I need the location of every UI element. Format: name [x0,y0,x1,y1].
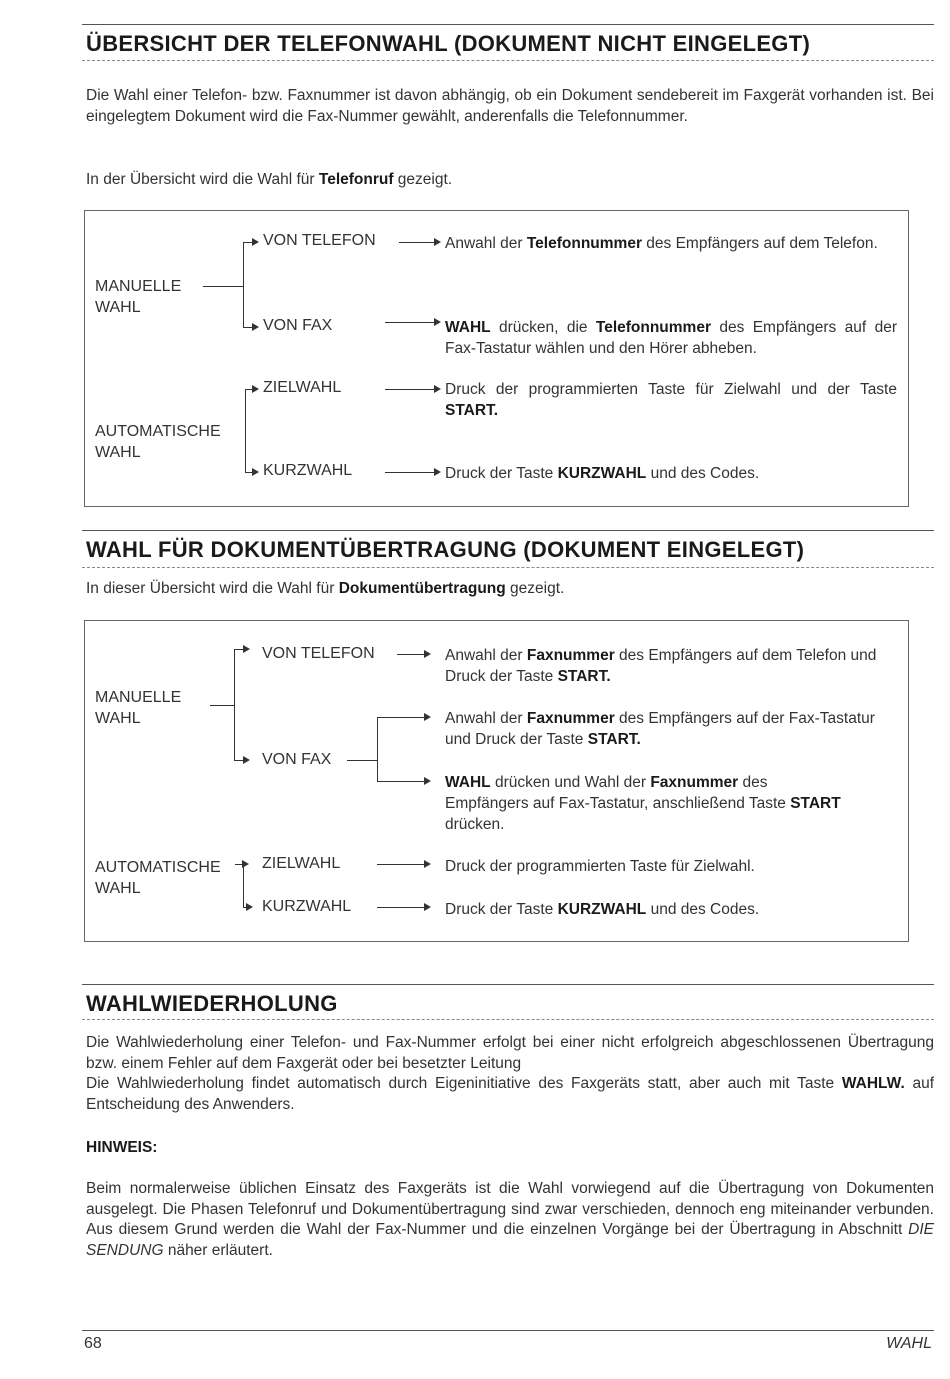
section2-diagram-box [84,620,909,942]
section1-diagram-box [84,210,909,507]
page-number: 68 [84,1335,102,1352]
s2-arrow-zielwahl [235,864,247,865]
section1-summary: In der Übersicht wird die Wahl für Telefonruf gezeigt. [86,171,453,188]
s2-von-fax: VON FAX [262,751,332,768]
s2-zielwahl: ZIELWAHL [262,855,341,872]
s2-desc-arrow-3 [377,781,429,782]
section1-heading-underline [82,60,934,61]
s1-zielwahl: ZIELWAHL [263,379,342,396]
s2-kurzwahl: KURZWAHL [262,898,352,915]
chapter-name: WAHL [886,1335,932,1352]
s2-desc-1: Anwahl der Faxnummer des Empfängers auf dem Telefon und Druck der Taste START. [445,647,877,685]
s1-desc-4: Druck der Taste KURZWAHL und des Codes. [445,465,760,482]
s2-manual-label: MANUELLE WAHL [95,689,182,727]
s2-arrow-von-telefon [234,649,248,650]
s1-desc-arrow-1 [399,242,439,243]
s2-desc-2: Anwahl der Faxnummer des Empfängers auf der Fax-Tastatur und Druck der Taste START. [445,710,875,748]
section2-summary: In dieser Übersicht wird die Wahl für Dokumentübertragung gezeigt. [86,580,565,597]
section1-heading: ÜBERSICHT DER TELEFONWAHL (DOKUMENT NICHT EINGELEGT) [86,31,811,56]
s1-manual-bracket [243,242,244,328]
s2-von-telefon: VON TELEFON [262,645,375,662]
s1-desc-arrow-4 [385,472,439,473]
section2-heading: WAHL FÜR DOKUMENTÜBERTRAGUNG (DOKUMENT EINGELEGT) [86,537,805,562]
s2-desc-arrow-2 [377,717,429,718]
s2-fax-bracket [377,717,378,781]
s1-desc-2: WAHL drücken, die Telefonnummer des Empfängers auf der Fax-Tastatur wählen und den Hörer abheben. [445,319,897,357]
section3-heading-underline [82,1019,934,1020]
section3-top-rule [82,984,934,985]
s2-auto-label: AUTOMATISCHE WAHL [95,859,221,897]
s1-arrow-von-telefon [243,242,257,243]
section2-heading-underline [82,567,934,568]
s1-arrow-von-fax [243,327,257,328]
s1-arrow-kurzwahl [245,472,257,473]
s1-auto-bracket [245,389,246,472]
s1-desc-arrow-2 [385,322,439,323]
s1-manual-label: MANUELLE WAHL [95,278,182,316]
s2-manual-connector [210,705,234,706]
s1-kurzwahl: KURZWAHL [263,462,353,479]
s2-desc-5: Druck der Taste KURZWAHL und des Codes. [445,901,760,918]
s1-von-telefon: VON TELEFON [263,232,376,249]
s2-arrow-von-fax [234,760,248,761]
s2-fax-connector [347,760,377,761]
s2-desc-arrow-5 [377,907,429,908]
s1-von-fax: VON FAX [263,317,333,334]
section3-paragraph-2: Die Wahlwiederholung findet automatisch durch Eigeninitiative des Faxgeräts statt, aber auch mit Taste WAHLW. auf Entscheidung des Anwenders. [86,1075,935,1113]
s1-desc-arrow-3 [385,389,439,390]
s2-desc-4: Druck der programmierten Taste für Zielwahl. [445,858,755,875]
section3-paragraph-1: Die Wahlwiederholung einer Telefon- und Fax-Nummer erfolgt bei einer nicht erfolgreich abgeschlossenen Übertragung bzw. einem Fehler auf dem Faxgerät oder bei besetzter Leitung [86,1034,934,1072]
s2-arrow-kurzwahl [243,907,251,908]
top-rule [82,24,934,25]
s1-manual-connector [203,286,243,287]
note-title: HINWEIS: [86,1139,158,1156]
s2-desc-3: WAHL drücken und Wahl der Faxnummer des Empfängers auf Fax-Tastatur, anschließend Taste START drücken. [445,774,841,833]
footer-rule [82,1330,934,1331]
s2-desc-arrow-4 [377,864,429,865]
s2-desc-arrow-1 [397,654,429,655]
s1-auto-label: AUTOMATISCHE WAHL [95,423,221,461]
section3-heading: WAHLWIEDERHOLUNG [86,991,338,1016]
note-text: Beim normalerweise üblichen Einsatz des Faxgeräts ist die Wahl vorwiegend auf die Übertragung von Dokumenten ausgelegt. Die Phasen Telefonruf und Dokumentübertragung sind zwar verschieden, dennoch eng miteinander verbunden. Aus diesem Grund werden die Wahl der Fax-Nummer und die einzelnen Vorgänge bei der Übertragung in Abschnitt DIE SENDUNG näher erläutert. [86,1180,934,1259]
s1-arrow-zielwahl [245,389,257,390]
section2-top-rule [82,530,934,531]
s2-auto-bracket [243,864,244,908]
s2-manual-bracket [234,649,235,761]
s1-desc-3: Druck der programmierten Taste für Zielwahl und der Taste START. [445,381,897,419]
section1-intro: Die Wahl einer Telefon- bzw. Faxnummer ist davon abhängig, ob ein Dokument sendebereit im Faxgerät vorhanden ist. Bei eingelegtem Dokument wird die Fax-Nummer gewählt, anderenfalls die Telefonnummer. [86,87,934,125]
s1-desc-1: Anwahl der Telefonnummer des Empfängers auf dem Telefon. [445,235,878,252]
